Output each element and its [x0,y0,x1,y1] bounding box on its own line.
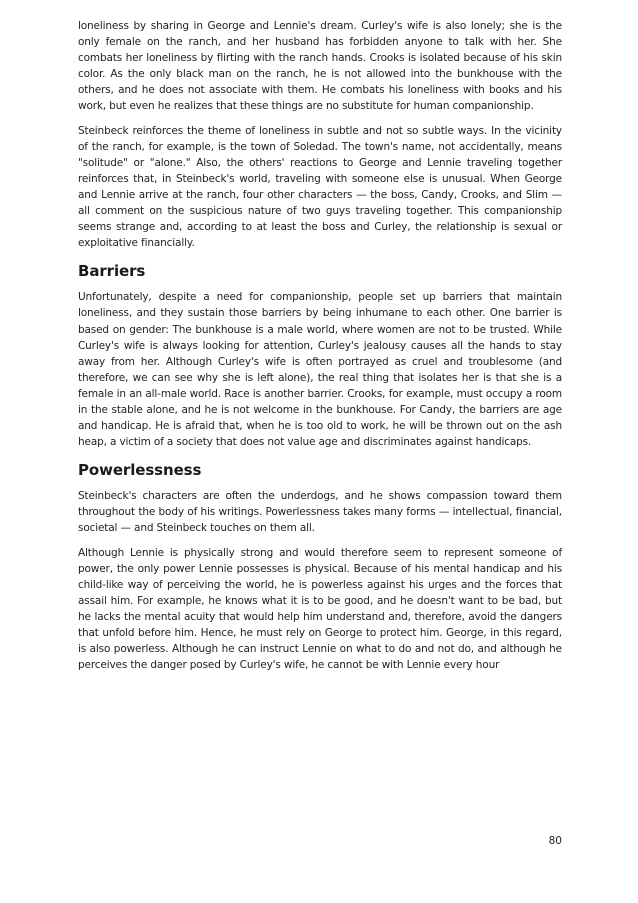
body-paragraph: Steinbeck reinforces the theme of loneliness in subtle and not so subtle ways. In the vicinity of the ranch, for example, is the town of Soledad. The town's name, not accidentally, means "solitude" or "alone." Also, the others' reactions to George and Lennie traveling together reinforces that, in Steinbeck's world, traveling with someone else is unusual. When George and Lennie arrive at the ranch, four other characters — the boss, Candy, Crooks, and Slim — all comment on the suspicious nature of two guys traveling together. This companionship seems strange and, according to at least the boss and Curley, the relationship is sexual or exploitative financially. [78,124,562,250]
page-number: 80 [548,835,562,847]
body-paragraph: Steinbeck's characters are often the underdogs, and he shows compassion toward them throughout the body of his writings. Powerlessness takes many forms — intellectual, financial, societal — and Steinbeck touches on them all. [78,490,562,535]
body-paragraph: loneliness by sharing in George and Lennie's dream. Curley's wife is also lonely; she is the only female on the ranch, and her husband has forbidden anyone to talk with her. She combats her loneliness by flirting with the ranch hands. Crooks is isolated because of his skin color. As the only black man on the ranch, he is not allowed into the bunkhouse with the others, and he does not associate with them. He combats his loneliness with books and his work, but even he realizes that these things are no substitute for human companionship. [78,20,562,113]
page-content [78,18,562,681]
section-heading-powerlessness: Powerlessness [78,461,202,480]
body-paragraph: Unfortunately, despite a need for companionship, people set up barriers that maintain loneliness, and they sustain those barriers by being inhumane to each other. One barrier is based on gender: The bunkhouse is a male world, where women are not to be trusted. While Curley's wife is always looking for attention, Curley's jealousy causes all the hands to stay away from her. Although Curley's wife is often portrayed as cruel and troublesome (and therefore, we can see why she is left alone), the real thing that isolates her is that she is a female in an all-male world. Race is another barrier. Crooks, for example, must occupy a room in the stable alone, and he is not welcome in the bunkhouse. For Candy, the barriers are age and handicap. He is afraid that, when he is too old to work, he will be thrown out on the ash heap, a victim of a society that does not value age and discriminates against handicaps. [78,291,562,449]
section-heading-barriers: Barriers [78,262,146,281]
body-paragraph: Although Lennie is physically strong and would therefore seem to represent someone of power, the only power Lennie possesses is physical. Because of his mental handicap and his child-like way of perceiving the world, he is powerless against his urges and the forces that assail him. For example, he knows what it is to be good, and he doesn't want to be bad, but he lacks the mental acuity that would help him understand and, therefore, avoid the dangers that unfold before him. Hence, he must rely on George to protect him. George, in this regard, is also powerless. Although he can instruct Lennie on what to do and not do, and although he perceives the danger posed by Curley's wife, he cannot be with Lennie every hour [78,546,562,672]
